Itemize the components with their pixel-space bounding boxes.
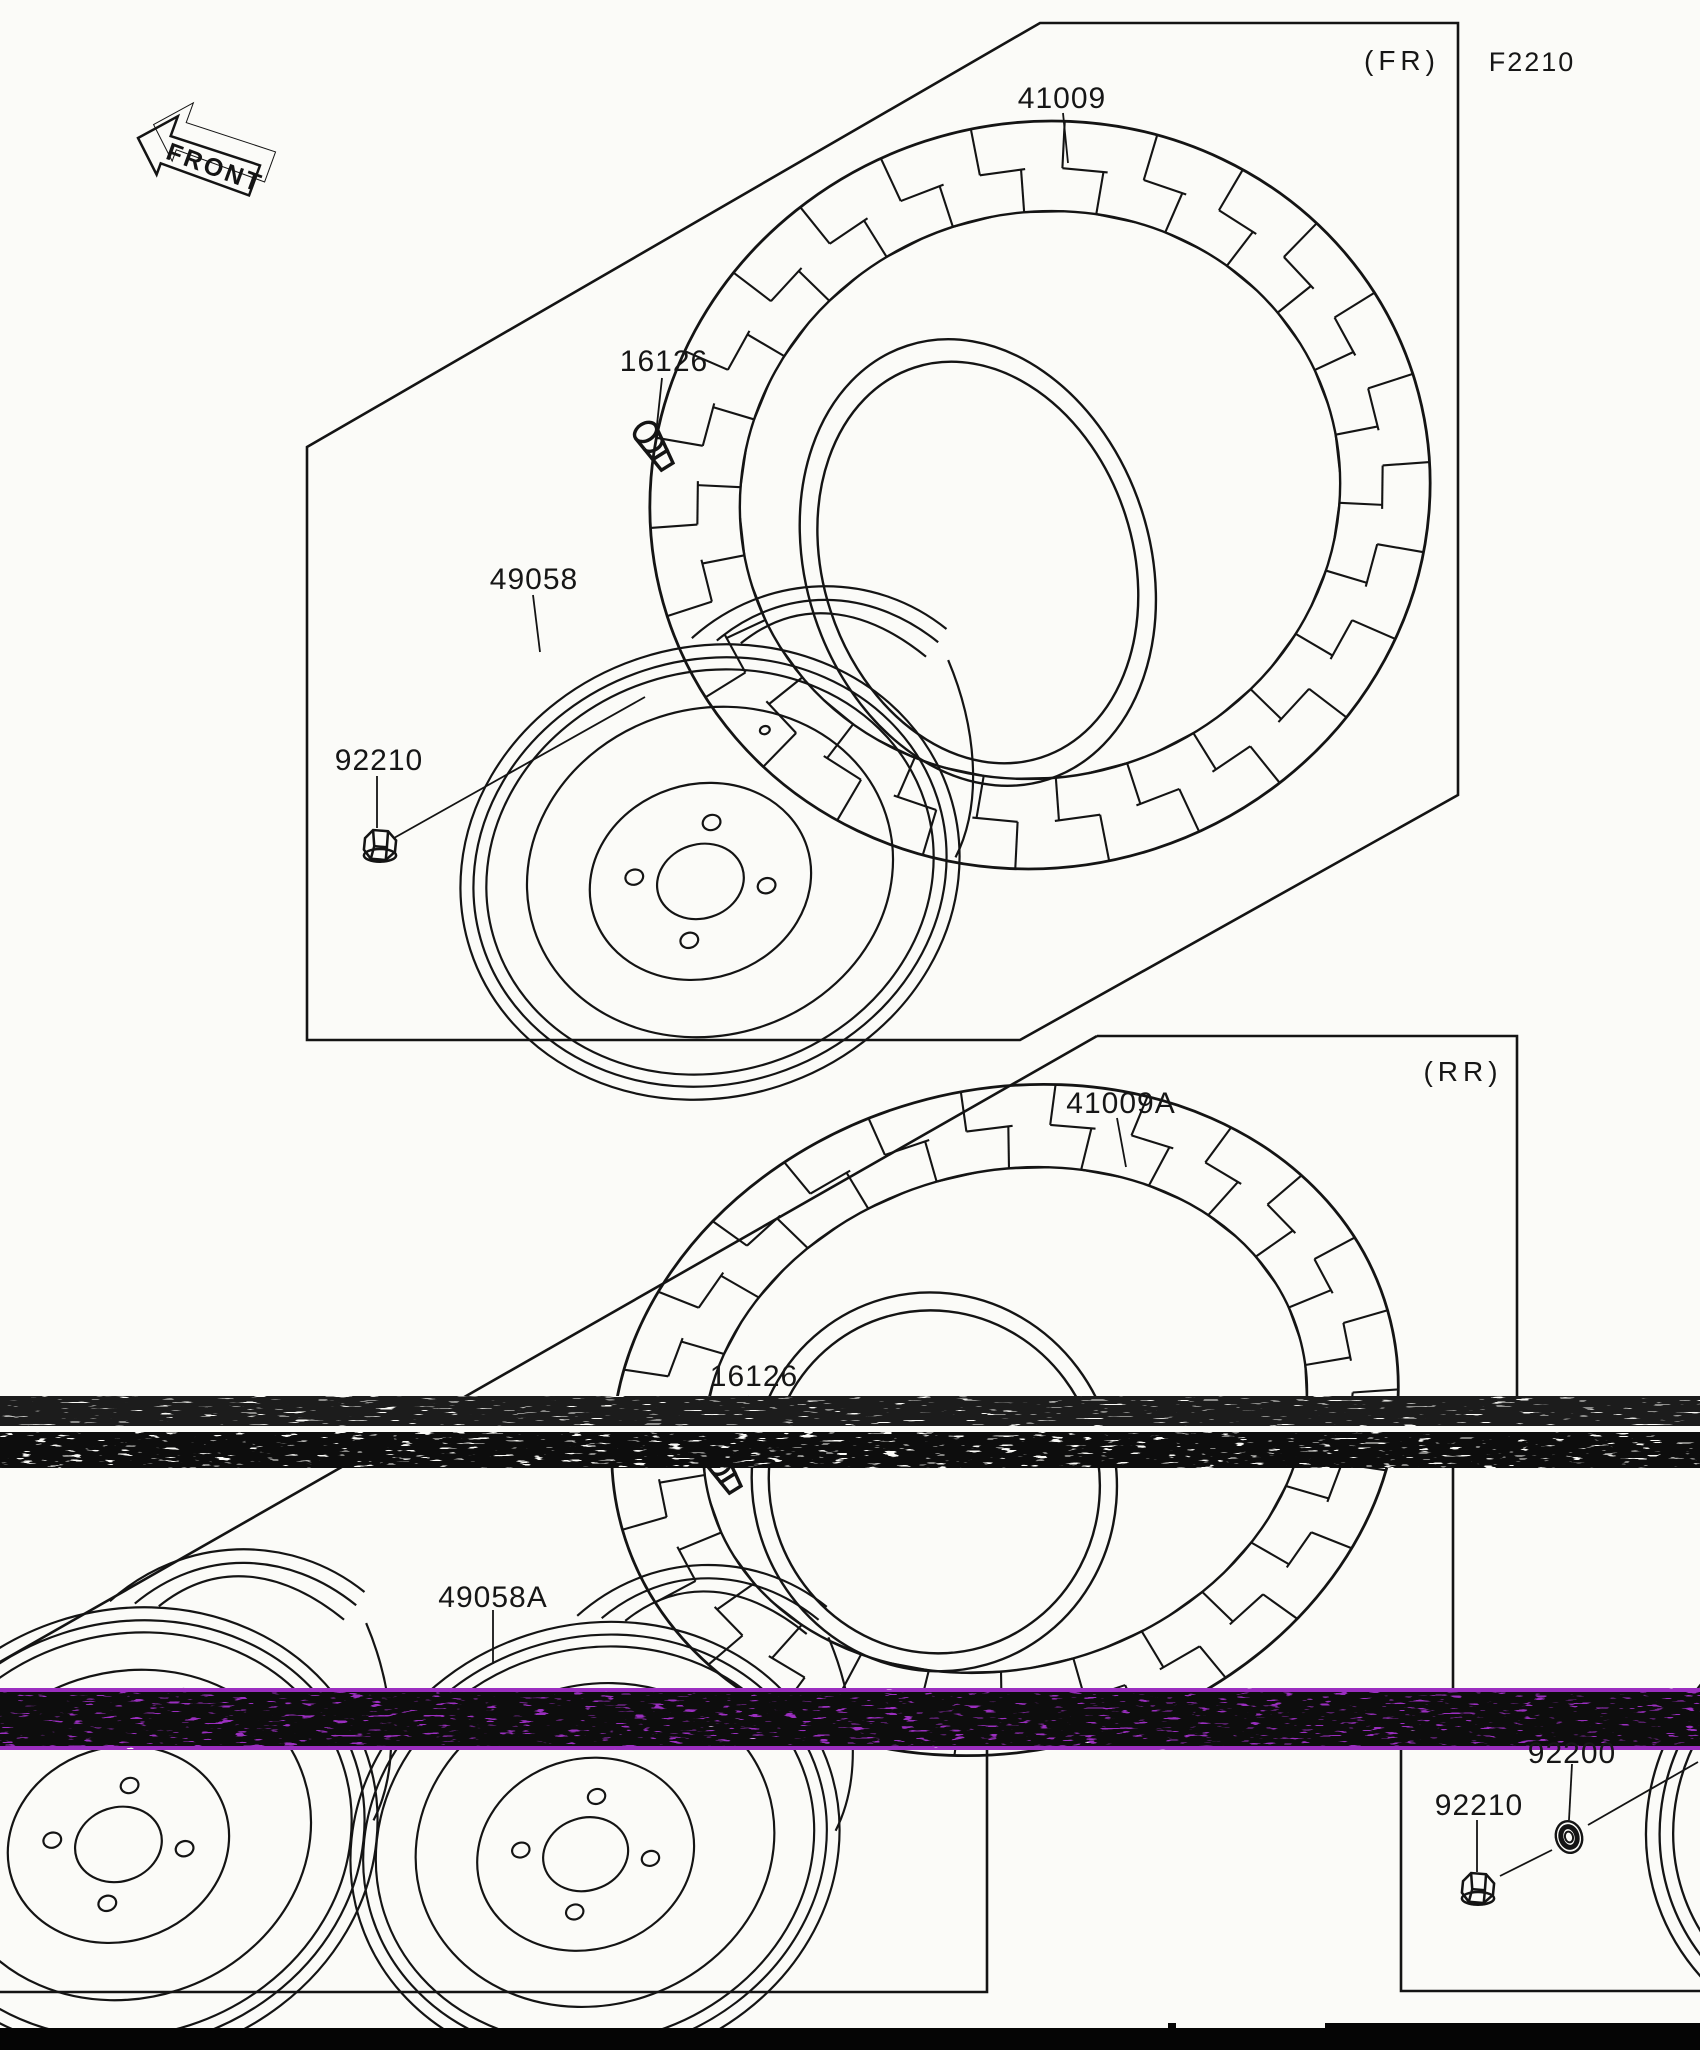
- bottom-black-bar: [0, 2023, 1700, 2050]
- part-label-92210-fr: 92210: [334, 744, 424, 777]
- part-label-92210-rr: 92210: [1434, 1789, 1524, 1822]
- fr-nut-drawing: [364, 830, 396, 862]
- rr-section-tag: (RR): [1423, 1056, 1503, 1087]
- rr-rim-left-partial-drawing: [0, 1509, 483, 2050]
- part-label-49058: 49058: [489, 563, 579, 596]
- rr-rim-drawing: [286, 1525, 943, 2050]
- part-label-16126-fr: 16126: [619, 345, 709, 378]
- fiche-code: F2210: [1488, 47, 1576, 77]
- part-label-16126-rr: 16126: [709, 1360, 799, 1393]
- part-label-41009a: 41009A: [1066, 1087, 1176, 1120]
- front-arrow: [128, 89, 281, 210]
- part-label-92200: 92200: [1527, 1737, 1617, 1770]
- fr-tire-drawing: [552, 20, 1528, 970]
- glitch-band-gray: [0, 1396, 1700, 1468]
- glitch-band-magenta: [0, 1688, 1700, 1750]
- part-label-41009: 41009: [1017, 82, 1107, 115]
- part-label-49058a: 49058A: [438, 1581, 548, 1614]
- fr-section-tag: (FR): [1364, 45, 1440, 76]
- fr-rim-drawing: [394, 546, 1064, 1164]
- front-arrow-label: FRONT: [162, 137, 268, 199]
- fr-panel-box: [307, 23, 1458, 1040]
- rr-nut-drawing: [1462, 1873, 1494, 1905]
- rr-washer-drawing: [1552, 1818, 1585, 1856]
- fr-leader-lines: [377, 113, 1068, 838]
